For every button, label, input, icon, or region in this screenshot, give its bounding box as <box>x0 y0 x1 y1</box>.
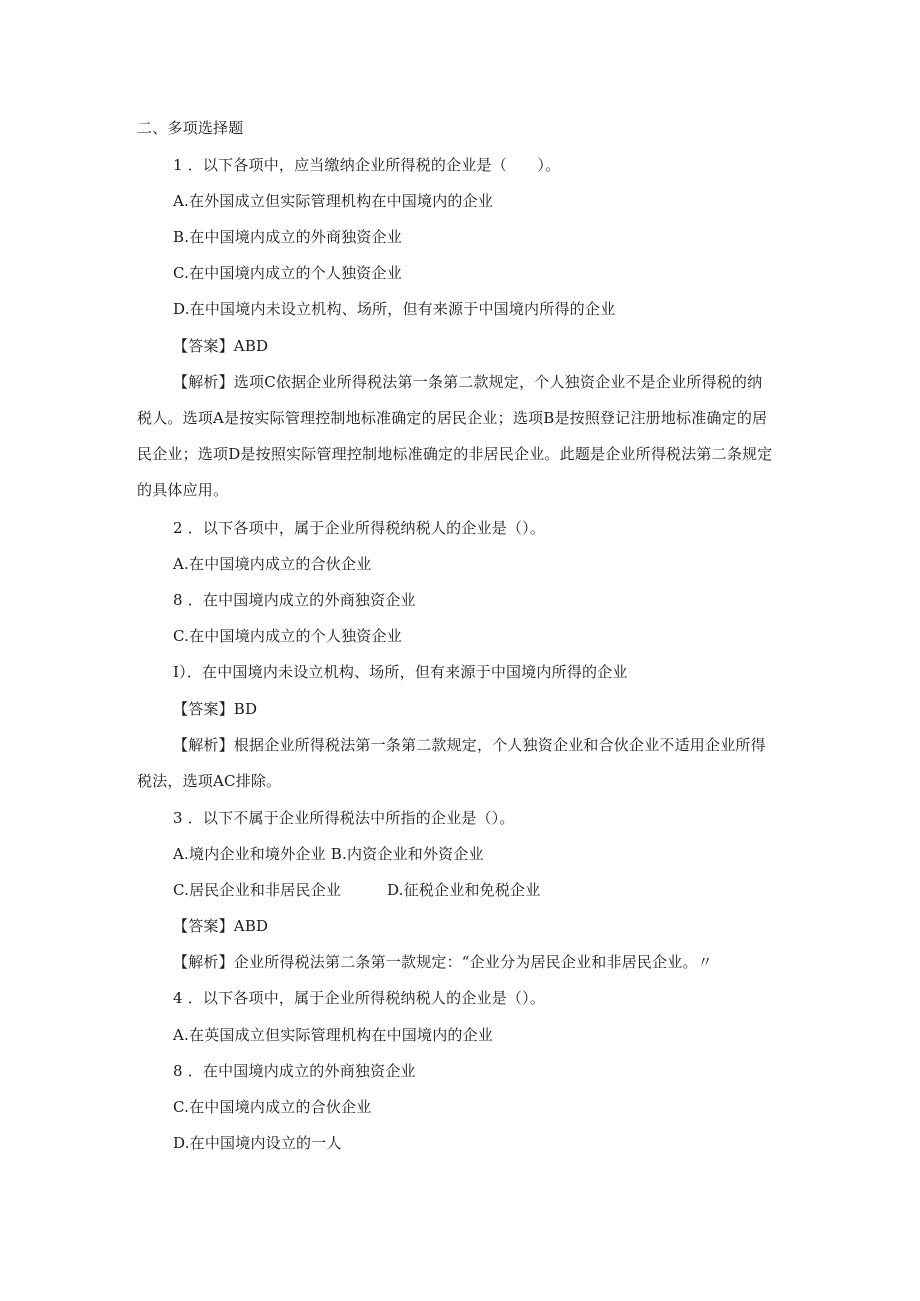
question-4-option-b: 8 ．在中国境内成立的外商独资企业 <box>173 1062 416 1080</box>
question-1-answer: 【答案】ABD <box>173 337 269 355</box>
question-2-stem: 2 ．以下各项中，属于企业所得税纳税人的企业是（）。 <box>173 519 546 537</box>
question-1-explanation-line-1: 【解析】选项C依据企业所得税法第一条第二款规定，个人独资企业不是企业所得税的纳 <box>173 373 763 391</box>
question-1-explanation-line-4: 的具体应用。 <box>137 481 229 499</box>
question-2-answer: 【答案】BD <box>173 700 258 718</box>
question-1-stem: 1 ．以下各项中，应当缴纳企业所得税的企业是（ ）。 <box>173 156 561 174</box>
question-4-option-d: D.在中国境内设立的一人 <box>173 1134 342 1152</box>
question-3-option-c: C.居民企业和非居民企业 <box>173 881 342 899</box>
question-3-stem: 3 ．以下不属于企业所得税法中所指的企业是（）。 <box>173 809 515 827</box>
question-2-option-a: A.在中国境内成立的合伙企业 <box>173 555 372 573</box>
question-2-explanation-line-2: 税法，选项AC排除。 <box>137 772 282 790</box>
section-title: 二、多项选择题 <box>137 119 244 137</box>
question-4-option-a: A.在英国成立但实际管理机构在中国境内的企业 <box>173 1026 494 1044</box>
question-1-option-b: B.在中国境内成立的外商独资企业 <box>173 228 402 246</box>
question-1-explanation-line-3: 民企业；选项D是按照实际管理控制地标准确定的非居民企业。此题是企业所得税法第二条规定 <box>137 445 773 463</box>
question-3-option-ab: A.境内企业和境外企业 B.内资企业和外资企业 <box>173 845 484 863</box>
question-1-option-c: C.在中国境内成立的个人独资企业 <box>173 264 402 282</box>
question-4-stem: 4 ．以下各项中，属于企业所得税纳税人的企业是（）。 <box>173 989 546 1007</box>
question-1-option-d: D.在中国境内未设立机构、场所，但有来源于中国境内所得的企业 <box>173 300 616 318</box>
question-2-option-b: 8 ．在中国境内成立的外商独资企业 <box>173 591 416 609</box>
question-3-answer: 【答案】ABD <box>173 917 269 935</box>
question-2-explanation-line-1: 【解析】根据企业所得税法第一条第二款规定，个人独资企业和合伙企业不适用企业所得 <box>173 736 766 754</box>
question-4-option-c: C.在中国境内成立的合伙企业 <box>173 1098 372 1116</box>
question-1-option-a: A.在外国成立但实际管理机构在中国境内的企业 <box>173 192 494 210</box>
question-3-explanation-line-1: 【解析】企业所得税法第二条第一款规定：“企业分为居民企业和非居民企业。〃 <box>173 953 713 971</box>
question-1-explanation-line-2: 税人。选项A是按实际管理控制地标准确定的居民企业；选项B是按照登记注册地标准确定的居 <box>137 409 768 427</box>
question-3-option-d: D.征税企业和免税企业 <box>387 881 541 899</box>
question-2-option-d: I）．在中国境内未设立机构、场所，但有来源于中国境内所得的企业 <box>173 663 628 681</box>
question-2-option-c: C.在中国境内成立的个人独资企业 <box>173 627 402 645</box>
